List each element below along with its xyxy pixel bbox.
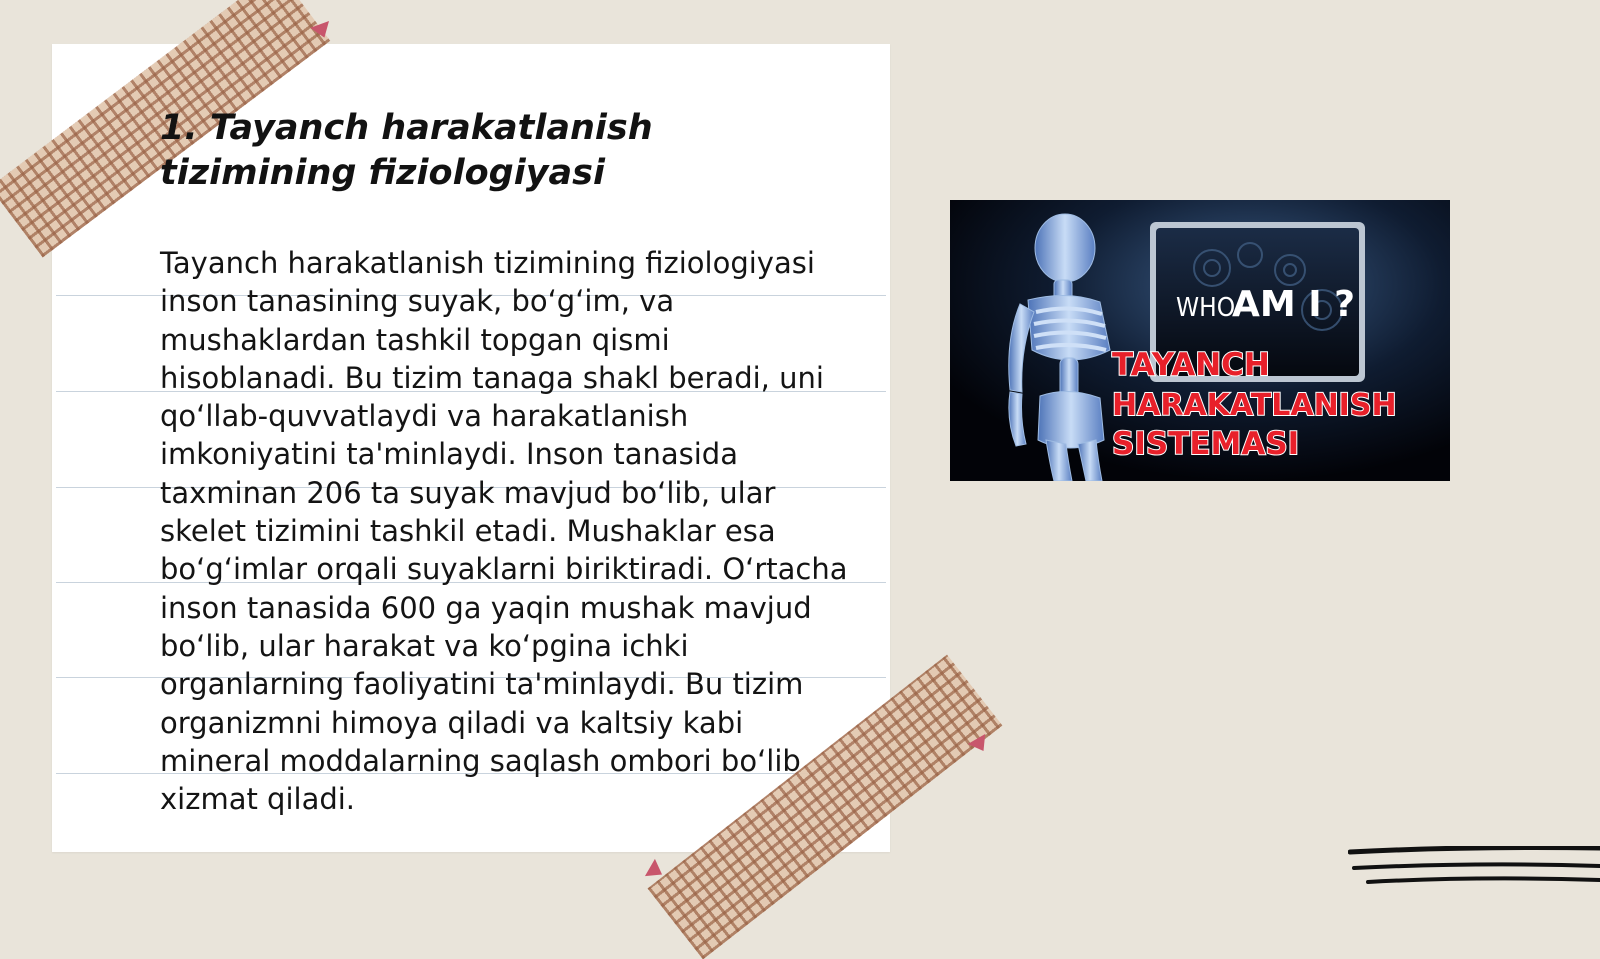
slide-body-text: Tayanch harakatlanish tizimining fiziologiyasi inson tanasining suyak, bo‘g‘im, va mushaklardan tashkil topgan qismi hisoblanadi. Bu tizim tanaga shakl beradi, uni qo‘llab-quvvatlaydi va harakatlanish imkoniyatini ta'minlaydi. Inson tanasida taxminan 206 ta suyak mavjud bo‘lib, ular skelet tizimini tashkil etadi. Mushaklar esa bo‘g‘imlar orqali suyaklarni biriktiradi. O‘rtacha inson tanasida 600 ga yaqin mushak mavjud bo‘lib, ular harakat va ko‘pgina ichki organlarning faoliyatini ta'minlaydi. Bu tizim organizmni himoya qiladi va kaltsiy kabi mineral moddalarning saqlash ombori bo‘lib xizmat qiladi. — [160, 246, 848, 817]
am-i-text: AM I ? — [1232, 284, 1356, 325]
skeleton-robot-illustration — [950, 200, 1450, 481]
caption-line-1: TAYANCH — [1112, 347, 1270, 383]
illustration-graphic — [950, 200, 1450, 481]
caption-line-3: SISTEMASI — [1112, 426, 1300, 462]
scribble-lines-decoration — [1348, 846, 1600, 896]
who-text: WHO — [1176, 293, 1236, 323]
slide-title: 1. Tayanch harakatlanish tizimining fiziologiyasi — [160, 108, 653, 193]
caption-line-2: HARAKATLANISH — [1112, 388, 1397, 423]
